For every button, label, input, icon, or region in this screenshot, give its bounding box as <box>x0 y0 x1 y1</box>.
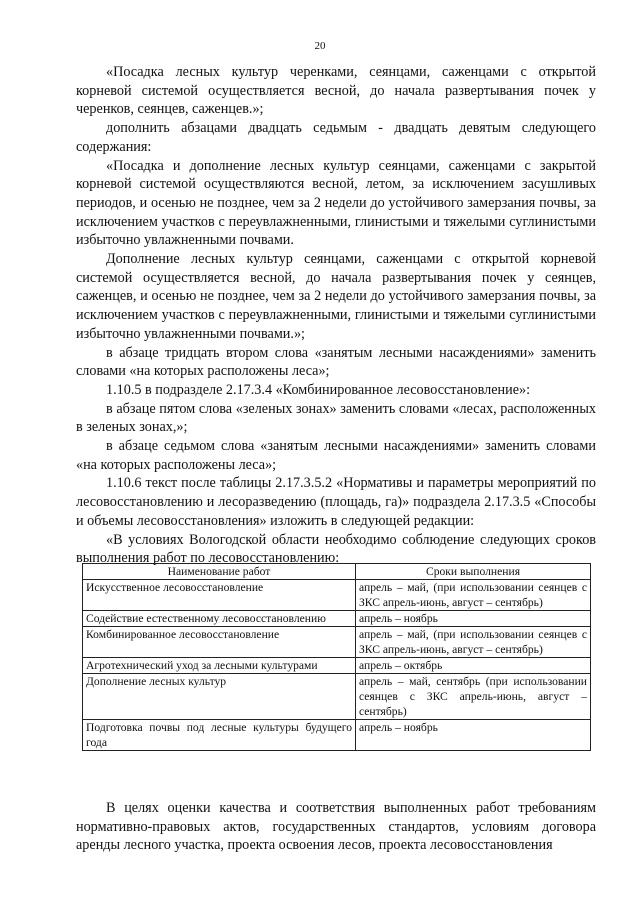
term-cell: апрель – ноябрь <box>356 720 591 751</box>
work-name-cell: Дополнение лесных культур <box>83 674 356 720</box>
work-name-cell: Подготовка почвы под лесные культуры будущего года <box>83 720 356 751</box>
table-row <box>83 674 591 720</box>
work-name-cell: Агротехнический уход за лесными культурами <box>83 658 356 674</box>
term-cell: апрель – ноябрь <box>356 611 591 627</box>
paragraph: «Посадка и дополнение лесных культур сеянцами, саженцами с закрытой корневой системой осуществляются весной, летом, за исключением засушливых периодов, и осенью не позднее, чем за 2 недели до устойчивого замерзания почвы, за исключением участков с переувлажненными, глинистыми и тяжелыми суглинистыми избыточно увлажненными почвами. <box>76 157 596 249</box>
work-name-cell: Комбинированное лесовосстановление <box>83 627 356 658</box>
table-row <box>83 611 591 627</box>
table-row <box>83 627 591 658</box>
table-header-row <box>83 564 591 580</box>
term-cell: апрель – май, сентябрь (при использовании сеянцев с ЗКС апрель-июнь, август – сентябрь) <box>356 674 591 720</box>
work-name-cell: Содействие естественному лесовосстановлению <box>83 611 356 627</box>
work-name-cell: Искусственное лесовосстановление <box>83 580 356 611</box>
paragraph: 1.10.5 в подразделе 2.17.3.4 «Комбинированное лесовосстановление»: <box>106 381 531 398</box>
paragraph: в абзаце пятом слова «зеленых зонах» заменить словами «лесах, расположенных в зеленых зонах,»; <box>76 400 596 436</box>
document-body <box>76 63 596 568</box>
paragraph: «В условиях Вологодской области необходимо соблюдение следующих сроков выполнения работ по лесовосстановлению: <box>76 531 596 567</box>
term-cell: апрель – октябрь <box>356 658 591 674</box>
page-number: 20 <box>314 40 326 52</box>
reforestation-terms-table <box>82 563 591 751</box>
closing-paragraph: В целях оценки качества и соответствия выполненных работ требованиям нормативно-правовых актов, государственных стандартов, условиям договора аренды лесного участка, проекта освоения лесов, проекта лесовосстановления <box>76 800 596 854</box>
table-row <box>83 720 591 751</box>
term-cell: апрель – май, (при использовании сеянцев с ЗКС апрель-июнь, август – сентябрь) <box>356 580 591 611</box>
paragraph: в абзаце тридцать втором слова «занятым лесными насаждениями» заменить словами «на которых расположены леса»; <box>76 344 596 380</box>
column-header-work: Наименование работ <box>83 564 356 580</box>
paragraph: «Посадка лесных культур черенками, сеянцами, саженцами с открытой корневой системой осуществляется весной, до начала развертывания почек у черенков, сеянцев, саженцев.»; <box>76 64 596 118</box>
table-row <box>83 580 591 611</box>
table-row <box>83 658 591 674</box>
paragraph: Дополнение лесных культур сеянцами, саженцами с открытой корневой системой осуществляется весной, до начала развертывания почек у сеянцев, саженцев, и осенью не позднее, чем за 2 недели до устойчивого замерзания почвы, за исключением участков с переувлажненными, глинистыми и тяжелыми суглинистыми избыточно увлажненными почвами.»; <box>76 251 596 342</box>
term-cell: апрель – май, (при использовании сеянцев с ЗКС апрель-июнь, август – сентябрь) <box>356 627 591 658</box>
paragraph: дополнить абзацами двадцать седьмым - двадцать девятым следующего содержания: <box>76 120 596 155</box>
closing-section <box>76 799 596 855</box>
paragraph: в абзаце седьмом слова «занятым лесными насаждениями» заменить словами «на которых расположены леса»; <box>76 438 596 473</box>
column-header-term: Сроки выполнения <box>356 564 591 580</box>
paragraph: 1.10.6 текст после таблицы 2.17.3.5.2 «Нормативы и параметры мероприятий по лесовосстановлению и лесоразведению (площадь, га)» подраздела 2.17.3.5 «Способы и объемы лесовосстановления» изложить в следующей редакции: <box>76 475 596 529</box>
